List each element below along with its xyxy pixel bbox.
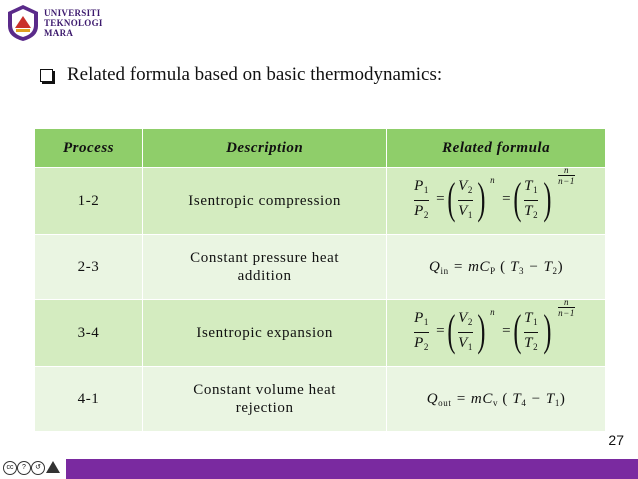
process-cell: 4-1 xyxy=(35,367,143,432)
process-cell: 2-3 xyxy=(35,235,143,300)
crest-icon xyxy=(6,4,40,42)
table-row xyxy=(35,367,606,432)
formula-q-in: $Q_{in} = mC_P$ ( $T_3 - T_2$) xyxy=(429,258,564,276)
header-formula: Related formula xyxy=(387,129,606,168)
share-alike-icon: ↺ xyxy=(31,461,45,475)
info-icon: ? xyxy=(17,461,31,475)
footer-bar xyxy=(0,459,638,479)
checkbox-bullet-icon xyxy=(40,69,53,82)
formula-cell-isentropic-expansion xyxy=(387,297,606,367)
description-cell: Constant pressure heat addition xyxy=(143,235,387,300)
cc-icon: cc xyxy=(3,461,17,475)
header-description: Description xyxy=(143,129,387,168)
heading-text: Related formula based on basic thermodynamics: xyxy=(67,64,443,85)
formula-cell-isentropic-compression xyxy=(387,165,606,235)
process-table xyxy=(34,128,606,432)
description-cell: Constant volume heat rejection xyxy=(143,367,387,432)
table-header-row xyxy=(35,129,606,168)
formula-q-out: $Q_{out} = mC_v$ ( $T_4 - T_1$) xyxy=(426,390,566,408)
formula-cell-heat-addition xyxy=(387,235,606,300)
logo-wordmark: UNIVERSITI TEKNOLOGI MARA xyxy=(44,8,103,38)
university-logo xyxy=(6,4,136,44)
process-cell: 3-4 xyxy=(35,300,143,367)
section-heading xyxy=(40,64,442,86)
header-process: Process xyxy=(35,129,143,168)
description-cell: Isentropic expansion xyxy=(143,300,387,367)
formula-pressure-volume-temperature-ratio: $P_1$ $P_2$ = ( $V_2$ $V_1$ ) n = ( $T_1$ $T_2$ ) n n−1 xyxy=(414,297,576,355)
warning-triangle-icon xyxy=(46,461,60,473)
table-row xyxy=(35,168,606,235)
formula-pressure-volume-temperature-ratio: $P_1$ $P_2$ = ( $V_2$ $V_1$ ) n = ( $T_1$ $T_2$ ) n n−1 xyxy=(414,165,576,223)
formula-cell-heat-rejection xyxy=(387,367,606,432)
page-number: 27 xyxy=(608,432,624,448)
table-row xyxy=(35,300,606,367)
description-cell: Isentropic compression xyxy=(143,168,387,235)
process-cell: 1-2 xyxy=(35,168,143,235)
table-row xyxy=(35,235,606,300)
